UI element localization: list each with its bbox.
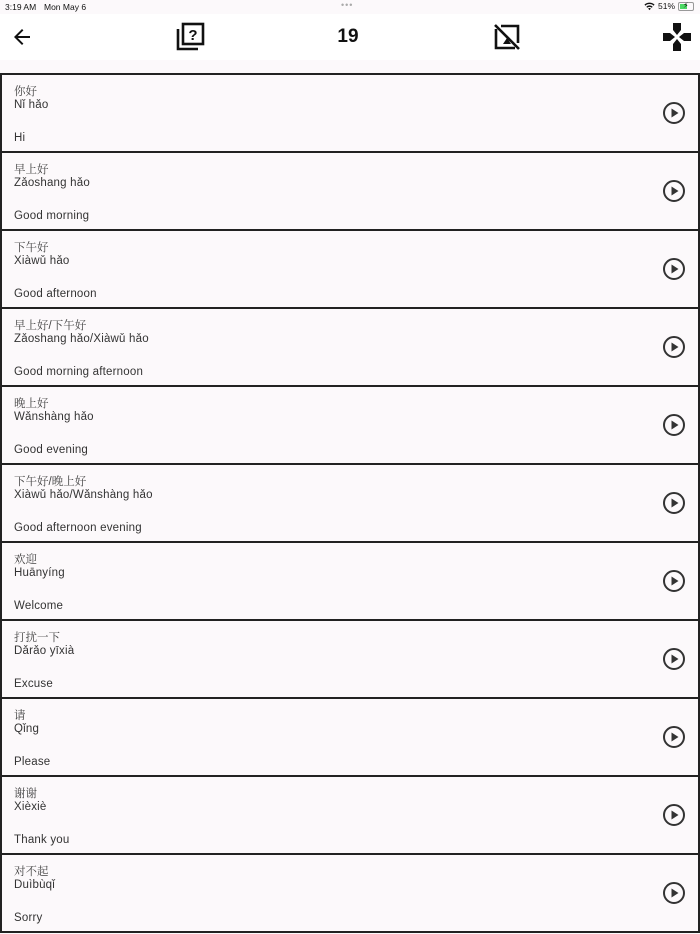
phrase-hanzi: 你好	[14, 86, 37, 98]
phrase-english: Sorry	[14, 912, 43, 924]
phrase-card[interactable]	[0, 229, 700, 307]
phrase-pinyin: Nǐ hǎo	[14, 99, 49, 111]
phrase-pinyin: Wǎnshàng hǎo	[14, 411, 94, 423]
phrase-hanzi: 下午好/晚上好	[14, 476, 87, 488]
battery-percent: 51%	[657, 1, 675, 11]
phrase-card[interactable]	[0, 541, 700, 619]
hide-images-button[interactable]	[490, 14, 524, 60]
play-audio-icon[interactable]	[662, 803, 686, 827]
arrow-left-icon	[10, 25, 34, 49]
phrase-pinyin: Xiàwǔ hǎo/Wǎnshàng hǎo	[14, 489, 153, 501]
phrase-english: Good evening	[14, 444, 89, 456]
play-audio-icon[interactable]	[662, 257, 686, 281]
status-date: Mon May 6	[44, 2, 87, 12]
play-audio-icon[interactable]	[662, 569, 686, 593]
phrase-english: Good afternoon	[14, 288, 97, 300]
status-bar	[0, 0, 700, 14]
phrase-card[interactable]	[0, 697, 700, 775]
phrase-card[interactable]	[0, 775, 700, 853]
play-audio-icon[interactable]	[662, 179, 686, 203]
play-audio-icon[interactable]	[662, 647, 686, 671]
phrase-english: Welcome	[14, 600, 64, 612]
play-audio-icon[interactable]	[662, 491, 686, 515]
game-button[interactable]	[660, 14, 694, 60]
phrase-english: Excuse	[14, 678, 53, 690]
phrase-english: Good morning	[14, 210, 90, 222]
phrase-hanzi: 谢谢	[14, 788, 37, 800]
play-audio-icon[interactable]	[662, 335, 686, 359]
quiz-cards-icon	[174, 21, 206, 53]
phrase-list	[0, 73, 700, 933]
status-time: 3:19 AM	[5, 2, 37, 12]
phrase-pinyin: Xièxiè	[14, 801, 47, 813]
phrase-pinyin: Dǎrǎo yīxià	[14, 645, 75, 657]
phrase-card[interactable]	[0, 463, 700, 541]
phrase-pinyin: Duìbùqǐ	[14, 879, 56, 891]
phrase-pinyin: Xiàwǔ hǎo	[14, 255, 70, 267]
svg-text:?: ?	[188, 27, 198, 44]
phrase-card[interactable]	[0, 853, 700, 933]
toolbar	[0, 14, 700, 60]
phrase-pinyin: Zǎoshang hǎo	[14, 177, 90, 189]
play-audio-icon[interactable]	[662, 413, 686, 437]
phrase-hanzi: 对不起	[14, 866, 49, 878]
image-off-icon	[493, 23, 521, 51]
phrase-hanzi: 下午好	[14, 242, 49, 254]
battery-icon: ⚡	[678, 2, 694, 11]
phrase-card[interactable]	[0, 151, 700, 229]
phrase-english: Good afternoon evening	[14, 522, 142, 534]
status-right	[644, 1, 694, 11]
multitask-dots[interactable]: •••	[341, 0, 354, 10]
phrase-card[interactable]	[0, 307, 700, 385]
phrase-hanzi: 早上好/下午好	[14, 320, 87, 332]
phrase-pinyin: Qǐng	[14, 723, 40, 735]
quiz-button[interactable]	[172, 14, 208, 60]
phrase-hanzi: 早上好	[14, 164, 49, 176]
back-button[interactable]	[6, 14, 38, 60]
phrase-hanzi: 晚上好	[14, 398, 49, 410]
phrase-hanzi: 欢迎	[14, 554, 37, 566]
phrase-hanzi: 打扰一下	[14, 632, 60, 644]
phrase-english: Good morning afternoon	[14, 366, 144, 378]
phrase-card[interactable]	[0, 619, 700, 697]
item-count: 19	[337, 26, 359, 47]
phrase-english: Thank you	[14, 834, 70, 846]
play-audio-icon[interactable]	[662, 101, 686, 125]
play-audio-icon[interactable]	[662, 881, 686, 905]
phrase-card[interactable]	[0, 385, 700, 463]
phrase-english: Hi	[14, 132, 26, 144]
phrase-hanzi: 请	[14, 710, 26, 722]
play-audio-icon[interactable]	[662, 725, 686, 749]
gamepad-icon	[662, 22, 692, 52]
phrase-english: Please	[14, 756, 51, 768]
phrase-card[interactable]	[0, 73, 700, 151]
wifi-icon	[644, 2, 655, 11]
phrase-pinyin: Zǎoshang hǎo/Xiàwǔ hǎo	[14, 333, 149, 345]
phrase-pinyin: Huānyíng	[14, 567, 65, 579]
